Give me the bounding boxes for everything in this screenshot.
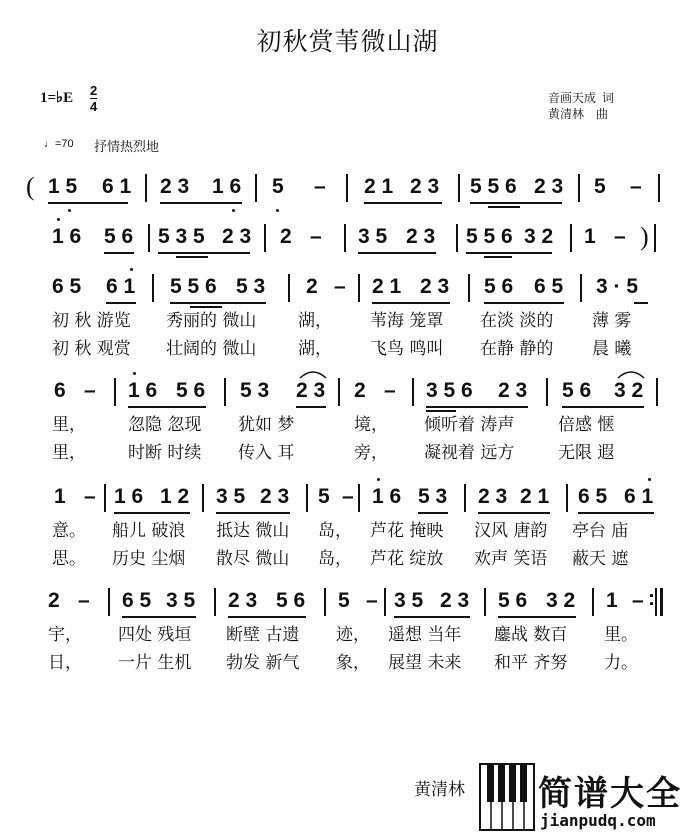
note-group: 5 — [272, 175, 284, 198]
lyric: 在静 静的 — [480, 339, 554, 359]
note-group: 5 — [338, 589, 350, 612]
note-group: 2 3 — [296, 379, 326, 402]
note-group: – — [84, 485, 96, 508]
note-group: 2 3 — [440, 589, 470, 612]
lyric: 岛， — [318, 549, 352, 569]
note-group: 2 3 — [228, 589, 258, 612]
lyric: 在淡 淡的 — [480, 311, 554, 331]
note-group: 2 3 — [478, 485, 508, 508]
note-group: 3 · 5 — [596, 275, 639, 298]
lyric: 思。 — [52, 549, 86, 569]
lyric: 芦花 掩映 — [370, 521, 444, 541]
lyric: 四处 残垣 — [118, 625, 192, 645]
lyric: 壮阔的 微山 — [166, 339, 257, 359]
lyric: 倾听着 涛声 — [424, 415, 515, 435]
notation-row-1 — [0, 172, 695, 212]
lyric: 初 秋 游览 — [52, 311, 131, 331]
note-group: 3 5 6 — [426, 379, 473, 402]
note-group: 6 5 — [122, 589, 152, 612]
note-group: – — [632, 589, 644, 612]
note-group: 3 5 — [394, 589, 424, 612]
lyric: 断壁 古遗 — [226, 625, 300, 645]
note-group: 1 6 — [212, 175, 242, 198]
lyric: 旁， — [354, 443, 388, 463]
lyric: 展望 未来 — [388, 653, 462, 673]
lyric: 遥想 当年 — [388, 625, 462, 645]
lyric: 飞鸟 鸣叫 — [370, 339, 444, 359]
note-group: 2 3 — [260, 485, 290, 508]
time-signature — [90, 84, 97, 113]
note-group: 5 6 — [498, 589, 528, 612]
note-group: 3 5 — [166, 589, 196, 612]
slur-mark — [616, 368, 646, 380]
lyric: 秀丽的 微山 — [166, 311, 257, 331]
note-group: 5 5 6 — [470, 175, 517, 198]
note-group: 2 3 — [410, 175, 440, 198]
note-group: 1 — [606, 589, 618, 612]
lyric: 抵达 微山 — [216, 521, 290, 541]
meter-top: 2 — [90, 83, 98, 98]
note-group: – — [630, 175, 642, 198]
lyric: 象， — [336, 653, 370, 673]
note-group: 6 — [54, 379, 66, 402]
lyric: 欢声 笑语 — [474, 549, 548, 569]
note-group: 3 5 — [216, 485, 246, 508]
lyric: 晨 曦 — [592, 339, 632, 359]
lyric: 薄 雾 — [592, 311, 632, 331]
lyric: 意。 — [52, 521, 86, 541]
note-group: 6 1 — [102, 175, 132, 198]
key-signature: 1=♭E — [40, 90, 74, 106]
repeat-close-paren: ) — [640, 222, 649, 251]
lyric: 凝视着 远方 — [424, 443, 515, 463]
brand-logo-text: 简谱大全 — [538, 774, 682, 814]
lyric: 蔽天 遮 — [572, 549, 629, 569]
notation-row-2 — [0, 222, 695, 262]
tempo-mark: ♩=70 — [44, 138, 74, 150]
lyric: 里， — [52, 443, 86, 463]
note-group: 6 5 — [578, 485, 608, 508]
lyric: 迹， — [336, 625, 370, 645]
note-group: – — [78, 589, 90, 612]
lyric: 鏖战 数百 — [494, 625, 568, 645]
note-group: 5 3 — [236, 275, 266, 298]
note-group: – — [334, 275, 346, 298]
lyric: 力。 — [604, 653, 638, 673]
lyric: 倍感 惬 — [558, 415, 615, 435]
note-group: 5 6 — [562, 379, 592, 402]
note-group: 2 — [306, 275, 318, 298]
note-group: 3 2 — [614, 379, 644, 402]
note-group: 1 5 — [48, 175, 78, 198]
lyric: 船儿 破浪 — [112, 521, 186, 541]
lyricist-credit: 音画天成 词 — [548, 91, 615, 105]
lyric: 湖， — [298, 339, 332, 359]
note-group: 2 3 — [498, 379, 528, 402]
note-group: – — [310, 225, 322, 248]
note-group: 6 5 — [534, 275, 564, 298]
composer-credit: 黄清林 曲 — [548, 107, 609, 121]
lyric: 传入 耳 — [238, 443, 295, 463]
note-group: 5 3 — [418, 485, 448, 508]
note-group: 5 5 6 — [466, 225, 513, 248]
note-group: 2 3 — [534, 175, 564, 198]
lyric: 犹如 梦 — [238, 415, 295, 435]
note-group: 5 3 5 — [158, 225, 205, 248]
note-group: 6 1 — [624, 485, 654, 508]
note-group: 6 5 — [52, 275, 82, 298]
note-group: 5 5 6 — [170, 275, 217, 298]
note-group: 2 — [280, 225, 292, 248]
brand-url: jianpudq.com — [540, 811, 656, 830]
lyric: 汉风 唐韵 — [474, 521, 548, 541]
note-group: 5 6 — [104, 225, 134, 248]
note-group: 6 1 — [106, 275, 136, 298]
credits — [548, 90, 614, 122]
note-group: 3 2 — [524, 225, 554, 248]
lyric: 亭台 庙 — [572, 521, 629, 541]
note-group: 2 3 — [160, 175, 190, 198]
lyric: 里。 — [604, 625, 638, 645]
note-group: – — [84, 379, 96, 402]
lyric: 勃发 新气 — [226, 653, 300, 673]
slur-mark — [298, 368, 328, 380]
note-group: 1 6 — [372, 485, 402, 508]
lyric: 宇， — [48, 625, 82, 645]
lyric: 苇海 笼罩 — [370, 311, 444, 331]
lyric: 和平 齐努 — [494, 653, 568, 673]
note-group: 1 6 — [114, 485, 144, 508]
lyric: 日， — [48, 653, 82, 673]
note-group: 1 — [584, 225, 596, 248]
note-group: 1 — [54, 485, 66, 508]
lyric: 无限 遐 — [558, 443, 615, 463]
note-group: 5 — [594, 175, 606, 198]
note-group: – — [314, 175, 326, 198]
note-group: 1 2 — [160, 485, 190, 508]
note-group: 3 5 — [358, 225, 388, 248]
note-group: 5 — [318, 485, 330, 508]
note-group: 2 3 — [222, 225, 252, 248]
lyric: 一片 生机 — [118, 653, 192, 673]
meter-bottom: 4 — [90, 99, 98, 114]
lyric: 里， — [52, 415, 86, 435]
note-group: 2 3 — [420, 275, 450, 298]
note-group: 5 3 — [240, 379, 270, 402]
lyric: 初 秋 观赏 — [52, 339, 131, 359]
lyric: 芦花 绽放 — [370, 549, 444, 569]
note-group: 5 6 — [484, 275, 514, 298]
note-group: 2 1 — [364, 175, 394, 198]
lyric: 历史 尘烟 — [112, 549, 186, 569]
lyric: 境， — [354, 415, 388, 435]
note-group: 5 6 — [276, 589, 306, 612]
footer-author: 黄清林 — [414, 780, 465, 800]
note-group: 2 1 — [372, 275, 402, 298]
note-group: 2 1 — [520, 485, 550, 508]
song-title: 初秋赏苇微山湖 — [256, 27, 439, 56]
lyric: 散尽 微山 — [216, 549, 290, 569]
note-group: – — [342, 485, 354, 508]
note-group: – — [384, 379, 396, 402]
note-group: 1 6 — [52, 225, 82, 248]
lyric: 忽隐 忽现 — [128, 415, 202, 435]
lyric: 岛， — [318, 521, 352, 541]
note-group: – — [614, 225, 626, 248]
note-group: 1 6 — [128, 379, 158, 402]
repeat-dots: : — [648, 587, 655, 610]
note-group: 5 6 — [176, 379, 206, 402]
lyric: 湖， — [298, 311, 332, 331]
note-group: 2 3 — [406, 225, 436, 248]
lyric: 时断 时续 — [128, 443, 202, 463]
note-group: 2 — [354, 379, 366, 402]
note-group: 2 — [48, 589, 60, 612]
note-group: 3 2 — [546, 589, 576, 612]
expression-mark: 抒情热烈地 — [94, 140, 160, 155]
repeat-open-paren: ( — [26, 172, 35, 201]
note-group: – — [366, 589, 378, 612]
